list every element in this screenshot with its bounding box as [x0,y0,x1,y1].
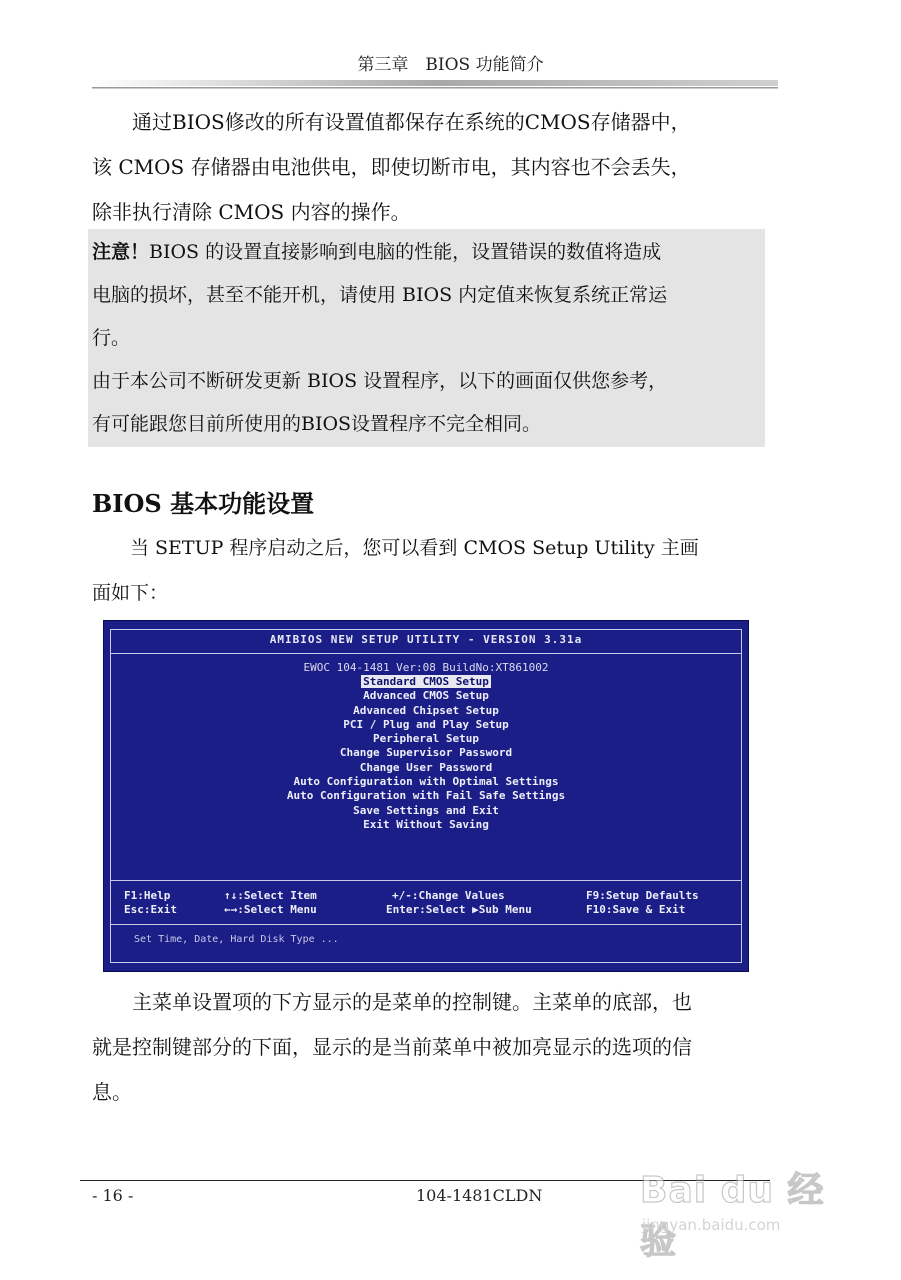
document-code: 104-1481CLDN [416,1186,543,1205]
bios-menu-label: Save Settings and Exit [353,803,499,817]
intro-line-3: 除非执行清除 CMOS 内容的操作。 [92,200,411,224]
note-line-5: 有可能跟您目前所使用的BIOS设置程序不完全相同。 [92,413,542,435]
key-setup-defaults: F9:Setup Defaults [586,889,699,902]
note-line-1 [92,231,762,274]
key-enter-submenu: Enter:Select ▶Sub Menu [386,903,532,916]
key-select-menu: ←→:Select Menu [224,903,317,916]
bios-key-legend [124,889,730,917]
bios-build-info: EWOC 104-1481 Ver:08 BuildNo:XT861002 [303,661,549,674]
note-line-1-text: BIOS 的设置直接影响到电脑的性能，设置错误的数值将造成 [149,241,662,263]
bios-divider-status [110,924,742,925]
intro-line-2: 该 CMOS 存储器由电池供电，即使切断市电，其内容也不会丢失， [92,155,691,179]
section-line-1: 当 SETUP 程序启动之后，您可以看到 CMOS Setup Utility 主画 [130,537,699,559]
bios-menu-item[interactable] [104,718,748,732]
bios-menu-item[interactable] [104,761,748,775]
bios-menu-item[interactable] [104,818,748,832]
section-line-2: 面如下： [92,582,169,604]
bios-screenshot [103,620,749,972]
bios-menu-label: Exit Without Saving [363,817,489,831]
key-exit: Esc:Exit [124,903,177,916]
bios-divider-keys [110,880,742,881]
key-save-exit: F10:Save & Exit [586,903,686,916]
keys-row-1 [124,889,730,903]
bios-menu-label: Change User Password [359,760,493,774]
bios-menu-label: Auto Configuration with Fail Safe Settings [286,789,566,803]
watermark-url: jingyan.baidu.com [642,1216,781,1234]
header-rule [92,76,778,94]
key-help: F1:Help [124,889,171,902]
bios-main-menu [104,675,748,832]
section-heading: BIOS 基本功能设置 [92,489,315,518]
bios-menu-item[interactable] [104,689,748,703]
note-line-2: 电脑的损坏，甚至不能开机，请使用 BIOS 内定值来恢复系统正常运 [92,284,668,306]
bios-menu-item[interactable] [104,704,748,718]
watermark-logo: Bai du 经验 [640,1170,825,1262]
bios-divider-top [110,653,742,654]
chapter-title: 第三章 BIOS 功能简介 [357,55,544,75]
baidu-watermark [640,1150,860,1262]
bios-menu-item[interactable] [104,775,748,789]
note-line-4: 由于本公司不断研发更新 BIOS 设置程序，以下的画面仅供您参考， [92,370,668,392]
bios-menu-item[interactable] [104,732,748,746]
bios-menu-item[interactable] [104,789,748,803]
bios-status-line: Set Time, Date, Hard Disk Type ... [134,934,339,945]
bios-menu-label: Change Supervisor Password [339,746,513,760]
intro-line-1: 通过BIOS修改的所有设置值都保存在系统的CMOS存储器中， [132,110,691,134]
page-number: - 16 - [92,1186,134,1205]
bios-menu-item[interactable] [104,675,748,689]
after-line-3: 息。 [92,1080,132,1104]
bios-menu-label: Peripheral Setup [373,732,479,746]
bios-menu-label: PCI / Plug and Play Setup [343,717,509,731]
bios-menu-label: Advanced Chipset Setup [353,703,499,717]
key-change-values: +/-:Change Values [392,889,505,902]
note-label: 注意！ [92,241,150,263]
bios-title: AMIBIOS NEW SETUP UTILITY - VERSION 3.31a [269,633,583,646]
key-select-item: ↑↓:Select Item [224,889,317,902]
after-line-1: 主菜单设置项的下方显示的是菜单的控制键。主菜单的底部，也 [132,990,692,1014]
bios-menu-item[interactable] [104,746,748,760]
keys-row-2 [124,903,730,917]
bios-menu-label: Auto Configuration with Optimal Settings [293,775,559,789]
bios-menu-label: Standard CMOS Setup [363,675,489,688]
note-line-3: 行。 [92,327,131,349]
after-line-2: 就是控制键部分的下面，显示的是当前菜单中被加亮显示的选项的信 [92,1035,692,1059]
bios-menu-label: Advanced CMOS Setup [363,689,489,703]
bios-menu-item[interactable] [104,804,748,818]
